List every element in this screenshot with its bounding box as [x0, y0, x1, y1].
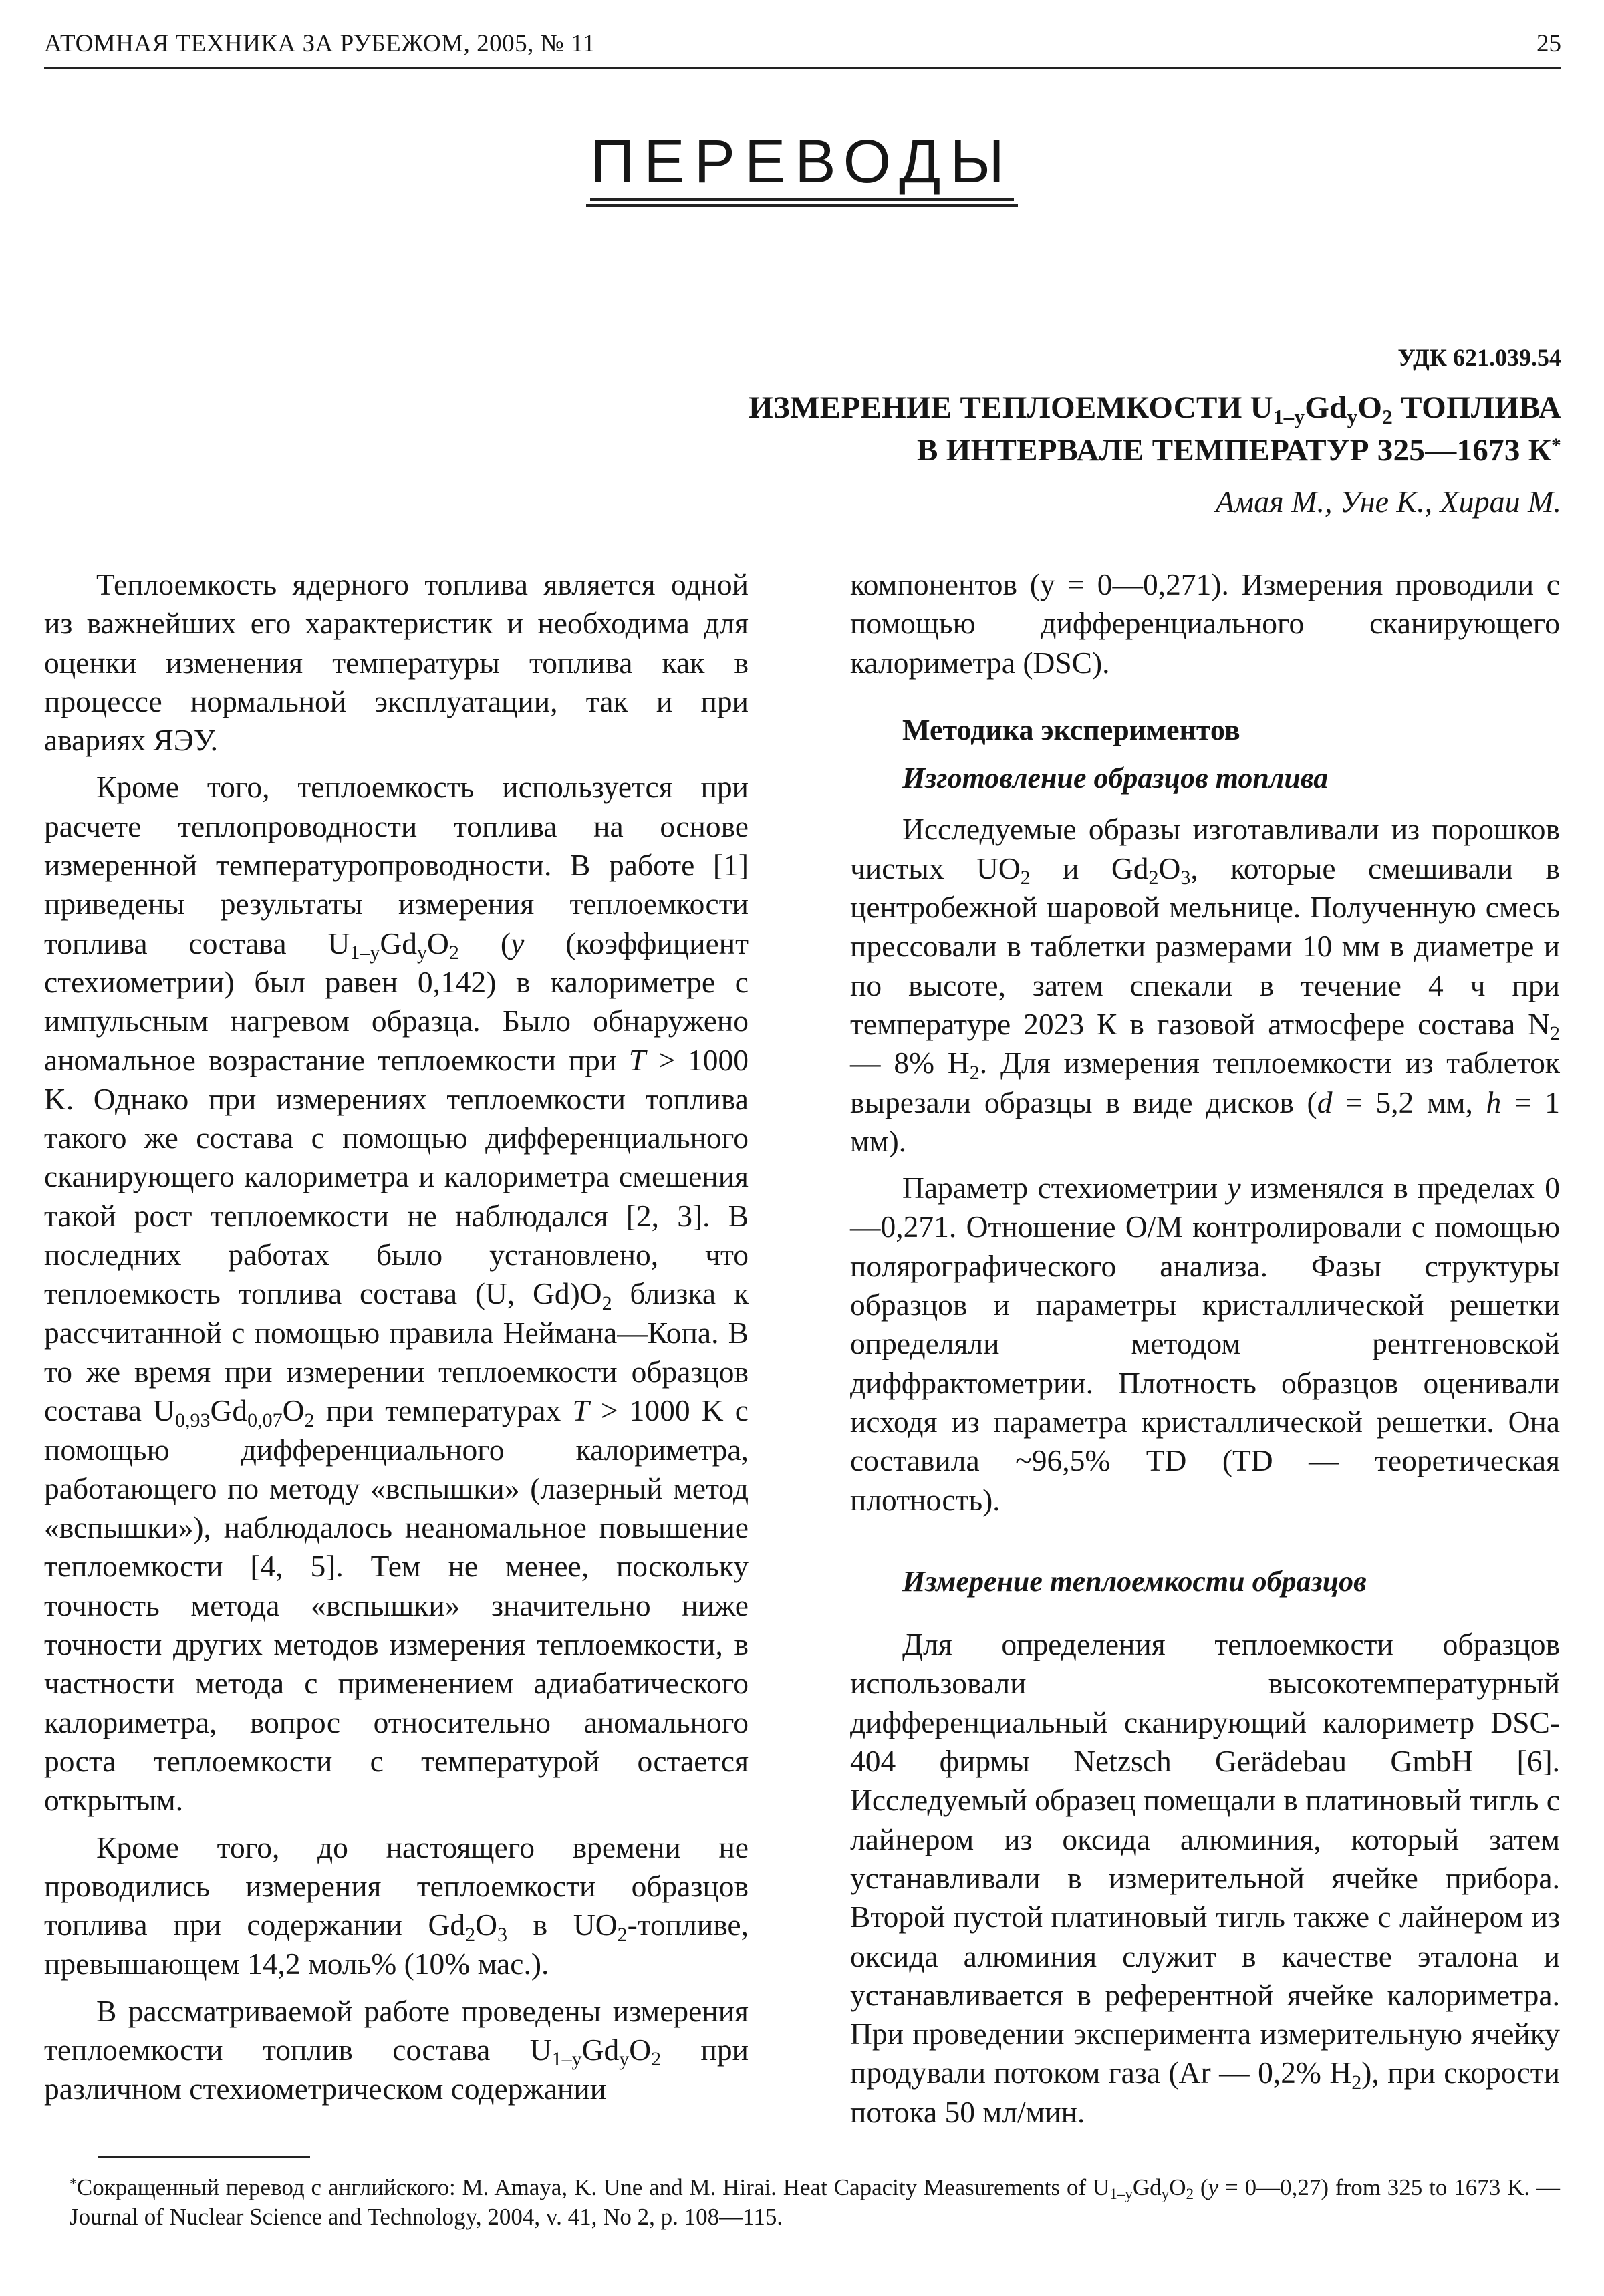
udc-code: УДК 621.039.54 — [1397, 344, 1561, 371]
subheading-samples: Изготовление образцов топлива — [902, 762, 1329, 795]
footnote-rule — [98, 2156, 310, 2158]
article-title-line2: В ИНТЕРВАЛЕ ТЕМПЕРАТУР 325—1673 К* — [917, 433, 1561, 468]
section-title — [0, 127, 1604, 207]
paragraph: Кроме того, до настоящего времени не проводились измерения теплоемкости образцов топлива при содержании $Gd_2O_3$ в $UO_2$-топливе, превышающем 14,2 моль% (10% мас.). — [44, 1830, 749, 1981]
authors: Амая М., Уне К., Хираи М. — [1215, 484, 1561, 519]
paragraph: компонентов (y = 0—0,271). Измерения проводили с помощью дифференциального сканирующего калориметра (DSC). — [850, 567, 1560, 680]
right-column — [850, 565, 1560, 2132]
footnote-marker: * — [1551, 434, 1561, 456]
article-title-line1: ИЗМЕРЕНИЕ ТЕПЛОЕМКОСТИ $U_{1-y}Gd_yO_2$ ТОПЛИВА — [749, 390, 1561, 428]
journal-title: АТОМНАЯ ТЕХНИКА ЗА РУБЕЖОМ, 2005, № 11 — [44, 30, 595, 57]
paragraph: Кроме того, теплоемкость используется при расчете теплопроводности топлива на основе измеренной температуропроводности. В работе [1] приведены результаты измерения теплоемкости топлива состава $U_{1-y}Gd_yO_2$ (y (коэффициент стехиометрии) был равен 0,142) в калориметре с импульсным нагревом образца. Было обнаружено аномальное возрастание теплоемкости при T > 1000 K. Однако при измерениях теплоемкости топлива такого же состава с помощью дифференциального сканирующего калориметра и калориметра смешения такой рост теплоемкости не наблюдался [2, 3]. В последних работах было установлено, что теплоемкость топлива состава (U, $Gd)O_2$ близка к рассчитанной с помощью правила Неймана—Копа. В то же время при измерении теплоемкости образцов состава $U_{0,93}Gd_{0,07}O_2$ при температурах T > 1000 K с помощью дифференциального калориметра, работающего по методу «вспышки» (лазерный метод «вспышки»), наблюдалось неаномальное повышение теплоемкости [4, 5]. Тем не менее, поскольку точность метода «вспышки» значительно ниже точности других методов измерения теплоемкости, в частности метода с применением адиабатического калориметра, вопрос относительно аномального роста теплоемкости с температурой остается открытым. — [44, 770, 749, 1818]
running-head — [44, 29, 1561, 69]
subheading-measure: Измерение теплоемкости образцов — [902, 1564, 1367, 1598]
section-title-text: ПЕРЕВОДЫ — [586, 131, 1018, 207]
paragraph: В рассматриваемой работе проведены измерения теплоемкости топлив состава $U_{1-y}Gd_yO_2$ при различном стехиометрическом содержании — [44, 1993, 749, 2106]
paragraph: Параметр стехиометрии y изменялся в пределах 0—0,271. Отношение O/M контролировали с помощью полярографического анализа. Фазы структуры образцов и параметры кристаллической решетки определяли методом рентгеновской диффрактометрии. Плотность образцов оценивали исходя из параметра кристаллической решетки. Она составила ~96,5% TD (TD — теоретическая плотность). — [850, 1171, 1560, 1517]
footnote-marker: * — [70, 2176, 77, 2192]
left-column — [44, 565, 749, 2109]
heading-methods: Методика экспериментов — [902, 713, 1240, 746]
footnote: *Сокращенный перевод с английского: M. Amaya, K. Une and M. Hirai. Heat Capacity Measurements of $U_{1-y}Gd_yO_2$ (y = 0—0,27) from 325 to 1673 K. — Journal of Nuclear Science and Technology, 2004, v. 41, No 2, p. 108—115. — [70, 2174, 1561, 2230]
article-title — [749, 386, 1561, 472]
paragraph: Для определения теплоемкости образцов использовали высокотемпературный дифференциальный сканирующий калориметр DSC-404 фирмы Netzsch Gerädebau GmbH [6]. Исследуемый образец помещали в платиновый тигль с лайнером из оксида алюминия, который затем устанавливали в измерительной ячейке прибора. Второй пустой платиновый тигль также с лайнером из оксида алюминия служит в качестве эталона и устанавливается в референтной ячейке калориметра. При проведении эксперимента измерительную ячейку продували потоком газа (Ar — 0,2% $H_2$), при скорости потока 50 мл/мин. — [850, 1627, 1561, 2129]
paragraph: Исследуемые образы изготавливали из порошков чистых $UO_2$ и $Gd_2O_3$, которые смешивали в центробежной шаровой мельнице. Полученную смесь прессовали в таблетки размерами 10 мм в диаметре и по высоте, затем спекали в течение 4 ч при температуре 2023 К в газовой атмосфере состава $N_2$ — 8% $H_2$. Для измерения теплоемкости из таблеток вырезали образцы в виде дисков (d = 5,2 мм, h = 1 мм). — [850, 812, 1560, 1158]
paragraph: Теплоемкость ядерного топлива является одной из важнейших его характеристик и необходима для оценки изменения температуры топлива как в процессе нормальной эксплуатации, так и при авариях ЯЭУ. — [44, 567, 749, 758]
page-number: 25 — [1536, 30, 1561, 57]
